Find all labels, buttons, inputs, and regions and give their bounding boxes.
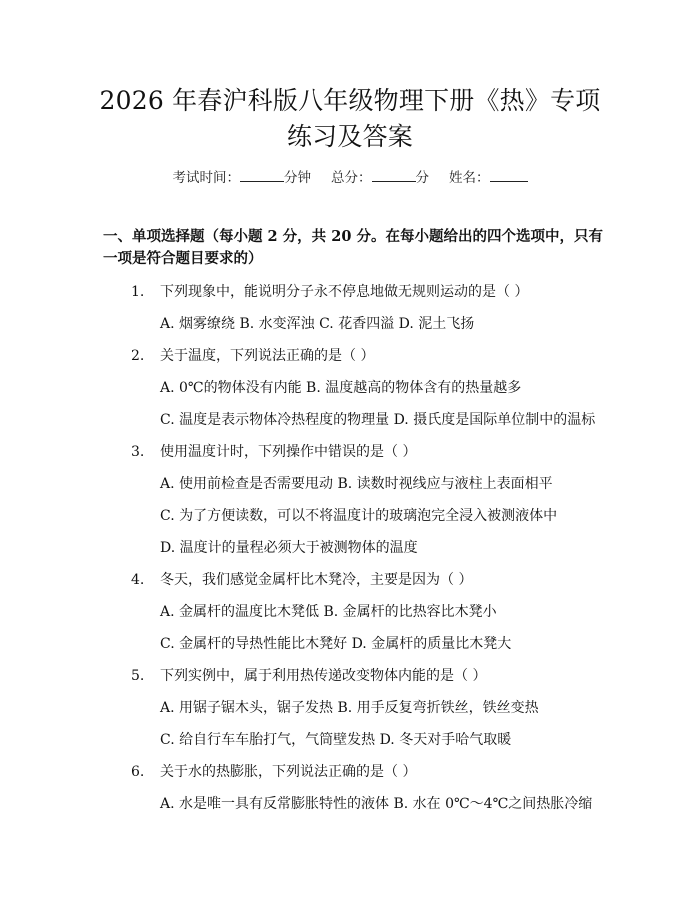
question-text: 使用温度计时，下列操作中错误的是（ ） [160,444,417,460]
section-title: 一、单项选择题（每小题 2 分，共 20 分。在每小题给出的四个选项中，只有一项是符合题目要求的） [103,228,603,267]
document-title-line-1: 2026 年春沪科版八年级物理下册《热》专项 [99,86,601,115]
option-line: D. 温度计的量程必须大于被测物体的温度 [160,540,418,556]
question-number: 1. [131,284,145,300]
document-title-line-2: 练习及答案 [286,122,413,151]
question-text: 下列实例中，属于利用热传递改变物体内能的是（ ） [160,668,487,684]
question-text: 关于温度，下列说法正确的是（ ） [160,348,375,364]
score-unit: 分 [415,170,429,186]
question-number: 6. [131,764,145,780]
score-label: 总分： [331,170,372,186]
option-line: C. 为了方便读数，可以不将温度计的玻璃泡完全浸入被测液体中 [160,508,558,524]
option-line: C. 温度是表示物体冷热程度的物理量 D. 摄氏度是国际单位制中的温标 [160,412,596,428]
option-line: A. 用锯子锯木头，锯子发热 B. 用手反复弯折铁丝，铁丝变热 [160,700,539,716]
question-number: 3. [131,444,145,460]
option-line: A. 烟雾缭绕 B. 水变浑浊 C. 花香四溢 D. 泥土飞扬 [160,316,475,332]
option-line: C. 给自行车车胎打气，气筒壁发热 D. 冬天对手哈气取暖 [160,732,512,748]
question-text: 下列现象中，能说明分子永不停息地做无规则运动的是（ ） [160,284,529,300]
name-label: 姓名： [449,170,490,186]
time-unit: 分钟 [284,170,311,186]
time-label: 考试时间： [172,170,240,186]
option-line: C. 金属杆的导热性能比木凳好 D. 金属杆的质量比木凳大 [160,636,512,652]
question-number: 2. [131,348,145,364]
option-line: A. 水是唯一具有反常膨胀特性的液体 B. 水在 0℃～4℃之间热胀冷缩 [160,796,593,812]
option-line: A. 使用前检查是否需要甩动 B. 读数时视线应与液柱上表面相平 [160,476,553,492]
question-number: 4. [131,572,145,588]
question-number: 5. [131,668,145,684]
option-line: A. 金属杆的温度比木凳低 B. 金属杆的比热容比木凳小 [160,604,497,620]
option-line: A. 0℃的物体没有内能 B. 温度越高的物体含有的热量越多 [160,380,522,396]
question-text: 冬天，我们感觉金属杆比木凳冷，主要是因为（ ） [160,572,473,588]
question-text: 关于水的热膨胀，下列说法正确的是（ ） [160,764,417,780]
